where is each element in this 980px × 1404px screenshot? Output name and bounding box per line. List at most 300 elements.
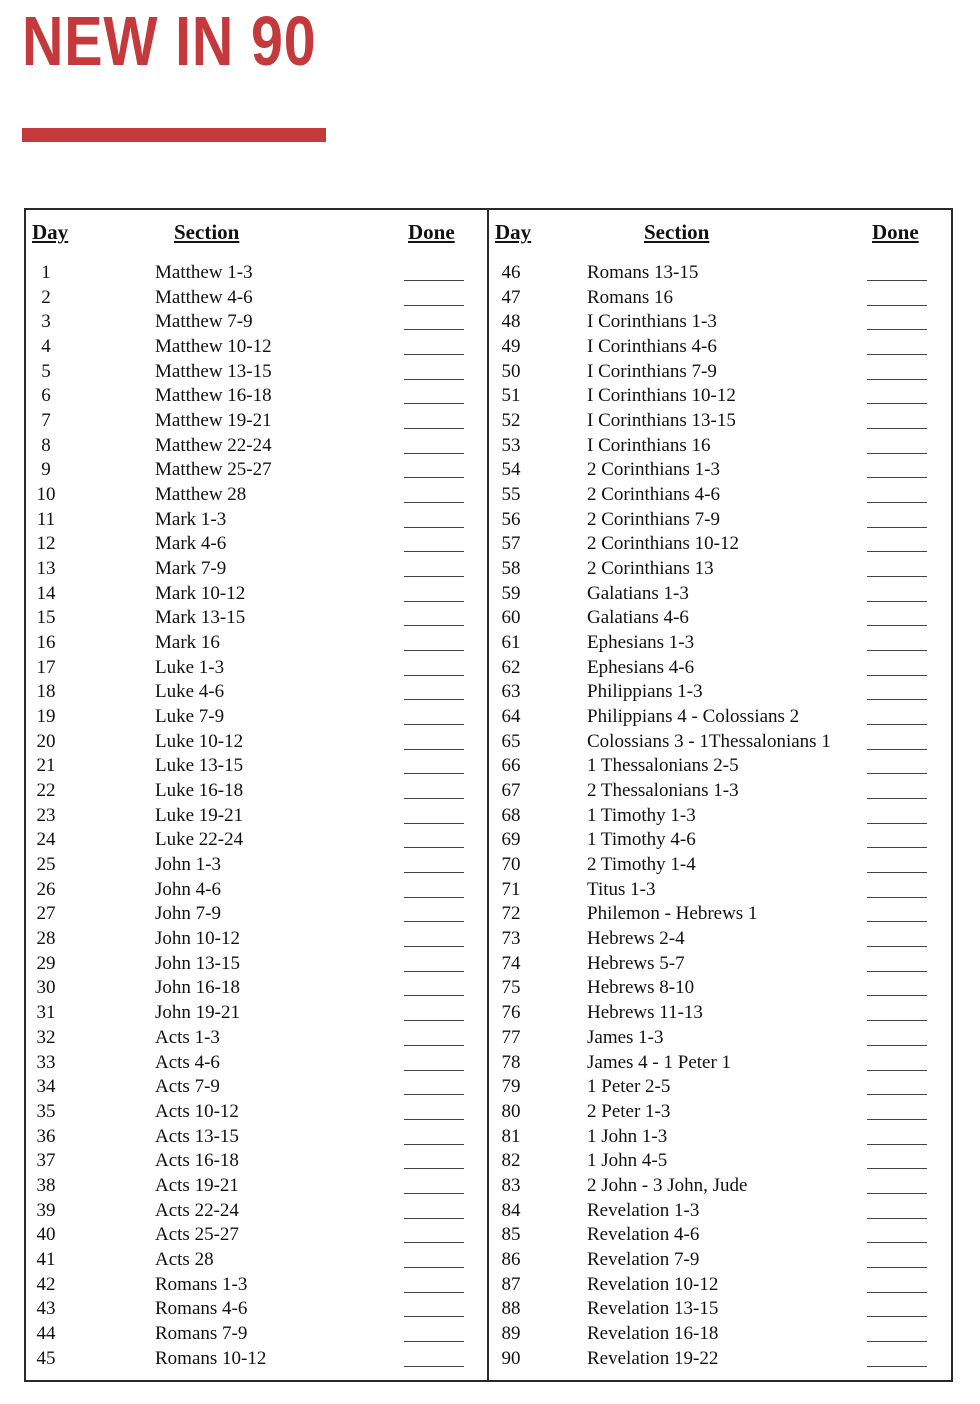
reading-section: Mark 4-6 — [155, 533, 227, 555]
done-checkoff-line[interactable] — [867, 1045, 927, 1046]
reading-section: 1 Thessalonians 2-5 — [587, 755, 739, 777]
day-number: 79 — [501, 1076, 521, 1098]
reading-section: Galatians 4-6 — [587, 607, 689, 629]
schedule-row — [26, 434, 487, 459]
schedule-row — [489, 1273, 951, 1298]
schedule-row — [489, 1125, 951, 1150]
day-number: 85 — [501, 1224, 521, 1246]
done-checkoff-line[interactable] — [867, 1193, 927, 1194]
schedule-row — [26, 1297, 487, 1322]
done-checkoff-line[interactable] — [404, 1316, 464, 1317]
day-number: 55 — [501, 484, 521, 506]
done-checkoff-line[interactable] — [404, 305, 464, 306]
day-number: 31 — [36, 1002, 56, 1024]
done-checkoff-line[interactable] — [867, 329, 927, 330]
reading-section: 2 Corinthians 4-6 — [587, 484, 720, 506]
schedule-row — [26, 1322, 487, 1347]
reading-section: Matthew 16-18 — [155, 385, 272, 407]
reading-section: Acts 4-6 — [155, 1051, 220, 1073]
day-number: 88 — [501, 1298, 521, 1320]
done-checkoff-line[interactable] — [404, 1292, 464, 1293]
reading-section: Revelation 1-3 — [587, 1199, 700, 1221]
reading-section: 2 John - 3 John, Jude — [587, 1174, 748, 1196]
reading-section: Revelation 16-18 — [587, 1322, 719, 1344]
schedule-row — [489, 310, 951, 335]
schedule-row — [26, 656, 487, 681]
day-number: 40 — [36, 1224, 56, 1246]
schedule-row — [489, 952, 951, 977]
done-checkoff-line[interactable] — [404, 453, 464, 454]
schedule-row — [489, 286, 951, 311]
reading-section: Luke 22-24 — [155, 829, 244, 851]
done-checkoff-line[interactable] — [404, 601, 464, 602]
done-checkoff-line[interactable] — [404, 1193, 464, 1194]
day-number: 81 — [501, 1125, 521, 1147]
schedule-row — [489, 508, 951, 533]
schedule-row — [26, 1248, 487, 1273]
reading-section: Luke 13-15 — [155, 755, 244, 777]
done-checkoff-line[interactable] — [867, 897, 927, 898]
done-checkoff-line[interactable] — [404, 379, 464, 380]
reading-section: 2 Timothy 1-4 — [587, 854, 696, 876]
done-checkoff-line[interactable] — [404, 798, 464, 799]
day-number: 18 — [36, 681, 56, 703]
schedule-row — [26, 927, 487, 952]
done-checkoff-line[interactable] — [867, 1242, 927, 1243]
reading-section: Matthew 28 — [155, 484, 247, 506]
schedule-row — [26, 1125, 487, 1150]
schedule-row — [26, 804, 487, 829]
reading-section: Hebrews 8-10 — [587, 977, 695, 999]
day-number: 9 — [41, 459, 51, 481]
reading-section: Acts 1-3 — [155, 1026, 220, 1048]
done-checkoff-line[interactable] — [404, 847, 464, 848]
schedule-row — [26, 532, 487, 557]
reading-section: Revelation 13-15 — [587, 1298, 719, 1320]
day-number: 57 — [501, 533, 521, 555]
reading-section: Ephesians 4-6 — [587, 656, 695, 678]
reading-section: Romans 16 — [587, 286, 674, 308]
schedule-row — [489, 779, 951, 804]
reading-section: 1 Timothy 1-3 — [587, 804, 696, 826]
done-checkoff-line[interactable] — [867, 502, 927, 503]
reading-section: John 19-21 — [155, 1002, 240, 1024]
done-checkoff-line[interactable] — [404, 625, 464, 626]
done-checkoff-line[interactable] — [404, 1267, 464, 1268]
done-checkoff-line[interactable] — [867, 847, 927, 848]
reading-section: James 1-3 — [587, 1026, 664, 1048]
reading-section: Romans 1-3 — [155, 1273, 248, 1295]
done-checkoff-line[interactable] — [867, 1144, 927, 1145]
done-checkoff-line[interactable] — [404, 1094, 464, 1095]
schedule-row — [26, 779, 487, 804]
schedule-row — [26, 582, 487, 607]
done-checkoff-line[interactable] — [867, 1119, 927, 1120]
schedule-row — [26, 606, 487, 631]
reading-section: I Corinthians 4-6 — [587, 336, 717, 358]
reading-section: Acts 7-9 — [155, 1076, 220, 1098]
done-checkoff-line[interactable] — [404, 872, 464, 873]
done-checkoff-line[interactable] — [404, 1119, 464, 1120]
done-checkoff-line[interactable] — [404, 576, 464, 577]
done-checkoff-line[interactable] — [867, 1292, 927, 1293]
reading-section: Matthew 7-9 — [155, 311, 253, 333]
reading-section: Titus 1-3 — [587, 878, 656, 900]
schedule-row — [489, 631, 951, 656]
reading-section: Matthew 25-27 — [155, 459, 272, 481]
reading-section: 1 Peter 2-5 — [587, 1076, 671, 1098]
day-number: 50 — [501, 360, 521, 382]
done-checkoff-line[interactable] — [404, 749, 464, 750]
day-number: 6 — [41, 385, 51, 407]
done-checkoff-line[interactable] — [404, 280, 464, 281]
schedule-row — [489, 582, 951, 607]
reading-section: 2 Peter 1-3 — [587, 1100, 671, 1122]
day-number: 5 — [41, 360, 51, 382]
day-number: 60 — [501, 607, 521, 629]
schedule-row — [26, 483, 487, 508]
done-checkoff-line[interactable] — [404, 1242, 464, 1243]
schedule-row — [26, 1001, 487, 1026]
done-checkoff-line[interactable] — [404, 551, 464, 552]
reading-section: Revelation 10-12 — [587, 1273, 719, 1295]
day-number: 24 — [36, 829, 56, 851]
schedule-row — [26, 878, 487, 903]
schedule-row — [26, 1051, 487, 1076]
reading-section: James 4 - 1 Peter 1 — [587, 1051, 732, 1073]
schedule-row — [26, 310, 487, 335]
reading-section: Revelation 4-6 — [587, 1224, 700, 1246]
day-number: 56 — [501, 508, 521, 530]
schedule-row — [489, 656, 951, 681]
schedule-row — [489, 976, 951, 1001]
reading-section: John 10-12 — [155, 928, 240, 950]
schedule-row — [26, 705, 487, 730]
done-checkoff-line[interactable] — [404, 1020, 464, 1021]
reading-section: Romans 10-12 — [155, 1347, 267, 1369]
day-number: 36 — [36, 1125, 56, 1147]
done-checkoff-line[interactable] — [867, 453, 927, 454]
schedule-rows-right — [489, 261, 951, 1371]
done-checkoff-line[interactable] — [867, 576, 927, 577]
day-number: 11 — [36, 508, 56, 530]
day-number: 3 — [41, 311, 51, 333]
reading-section: Matthew 22-24 — [155, 434, 272, 456]
day-number: 4 — [41, 336, 51, 358]
reading-section: Romans 4-6 — [155, 1298, 248, 1320]
day-number: 61 — [501, 632, 521, 654]
done-checkoff-line[interactable] — [867, 971, 927, 972]
schedule-row — [489, 1199, 951, 1224]
column-header-day: Day — [32, 220, 69, 244]
day-number: 75 — [501, 977, 521, 999]
done-checkoff-line[interactable] — [867, 379, 927, 380]
reading-section: Romans 7-9 — [155, 1322, 248, 1344]
day-number: 46 — [501, 262, 521, 283]
schedule-row — [26, 1347, 487, 1372]
day-number: 47 — [501, 286, 521, 308]
day-number: 20 — [36, 730, 56, 752]
reading-section: Philemon - Hebrews 1 — [587, 903, 758, 925]
done-checkoff-line[interactable] — [867, 995, 927, 996]
schedule-rows-left — [26, 261, 487, 1371]
done-checkoff-line[interactable] — [404, 527, 464, 528]
done-checkoff-line[interactable] — [867, 403, 927, 404]
schedule-row — [489, 754, 951, 779]
day-number: 84 — [501, 1199, 521, 1221]
schedule-row — [489, 853, 951, 878]
done-checkoff-line[interactable] — [867, 1020, 927, 1021]
day-number: 34 — [36, 1076, 56, 1098]
schedule-row — [26, 1273, 487, 1298]
schedule-row — [489, 1001, 951, 1026]
done-checkoff-line[interactable] — [867, 354, 927, 355]
day-number: 69 — [501, 829, 521, 851]
reading-section: Luke 16-18 — [155, 780, 244, 802]
done-checkoff-line[interactable] — [867, 823, 927, 824]
day-number: 87 — [501, 1273, 521, 1295]
done-checkoff-line[interactable] — [404, 428, 464, 429]
schedule-row — [26, 1223, 487, 1248]
reading-section: Matthew 13-15 — [155, 360, 272, 382]
reading-section: Mark 1-3 — [155, 508, 227, 530]
done-checkoff-line[interactable] — [404, 724, 464, 725]
day-number: 68 — [501, 804, 521, 826]
reading-section: Philippians 1-3 — [587, 681, 703, 703]
done-checkoff-line[interactable] — [404, 1366, 464, 1367]
day-number: 25 — [36, 854, 56, 876]
schedule-row — [26, 508, 487, 533]
schedule-row — [26, 557, 487, 582]
done-checkoff-line[interactable] — [867, 921, 927, 922]
schedule-row — [26, 828, 487, 853]
reading-section: I Corinthians 10-12 — [587, 385, 736, 407]
done-checkoff-line[interactable] — [404, 1070, 464, 1071]
reading-section: Colossians 3 - 1Thessalonians 1 — [587, 730, 831, 752]
reading-section: John 7-9 — [155, 903, 221, 925]
schedule-row — [489, 1297, 951, 1322]
done-checkoff-line[interactable] — [867, 1218, 927, 1219]
day-number: 53 — [501, 434, 521, 456]
day-number: 65 — [501, 730, 521, 752]
column-header-day: Day — [495, 220, 532, 244]
done-checkoff-line[interactable] — [867, 1366, 927, 1367]
reading-section: Mark 16 — [155, 632, 220, 654]
day-number: 86 — [501, 1248, 521, 1270]
title-underline-bar — [22, 128, 326, 142]
schedule-row — [489, 360, 951, 385]
reading-section: Hebrews 5-7 — [587, 952, 685, 974]
done-checkoff-line[interactable] — [867, 872, 927, 873]
day-number: 67 — [501, 780, 521, 802]
schedule-row — [489, 532, 951, 557]
done-checkoff-line[interactable] — [867, 946, 927, 947]
done-checkoff-line[interactable] — [867, 1070, 927, 1071]
done-checkoff-line[interactable] — [867, 527, 927, 528]
day-number: 64 — [501, 706, 521, 728]
done-checkoff-line[interactable] — [404, 403, 464, 404]
reading-section: Acts 25-27 — [155, 1224, 239, 1246]
day-number: 52 — [501, 410, 521, 432]
schedule-row — [26, 458, 487, 483]
schedule-row — [489, 458, 951, 483]
schedule-row — [26, 360, 487, 385]
done-checkoff-line[interactable] — [404, 477, 464, 478]
schedule-row — [489, 335, 951, 360]
reading-section: Matthew 4-6 — [155, 286, 253, 308]
day-number: 82 — [501, 1150, 521, 1172]
done-checkoff-line[interactable] — [404, 897, 464, 898]
done-checkoff-line[interactable] — [404, 921, 464, 922]
schedule-row — [489, 1051, 951, 1076]
reading-section: Mark 7-9 — [155, 558, 227, 580]
schedule-row — [26, 730, 487, 755]
done-checkoff-line[interactable] — [404, 1144, 464, 1145]
done-checkoff-line[interactable] — [867, 1168, 927, 1169]
day-number: 78 — [501, 1051, 521, 1073]
reading-section: I Corinthians 13-15 — [587, 410, 736, 432]
done-checkoff-line[interactable] — [404, 1168, 464, 1169]
column-header-section: Section — [174, 220, 240, 244]
done-checkoff-line[interactable] — [404, 650, 464, 651]
reading-section: Philippians 4 - Colossians 2 — [587, 706, 800, 728]
done-checkoff-line[interactable] — [867, 1341, 927, 1342]
done-checkoff-line[interactable] — [404, 675, 464, 676]
done-checkoff-line[interactable] — [867, 724, 927, 725]
day-number: 28 — [36, 928, 56, 950]
reading-section: Hebrews 2-4 — [587, 928, 685, 950]
schedule-row — [489, 1075, 951, 1100]
reading-section: 2 Corinthians 10-12 — [587, 533, 739, 555]
schedule-row — [26, 1149, 487, 1174]
done-checkoff-line[interactable] — [867, 601, 927, 602]
schedule-row — [489, 1149, 951, 1174]
done-checkoff-line[interactable] — [867, 675, 927, 676]
day-number: 23 — [36, 804, 56, 826]
done-checkoff-line[interactable] — [404, 995, 464, 996]
reading-section: Romans 13-15 — [587, 262, 699, 283]
reading-section: Luke 10-12 — [155, 730, 244, 752]
day-number: 89 — [501, 1322, 521, 1344]
done-checkoff-line[interactable] — [867, 477, 927, 478]
day-number: 59 — [501, 582, 521, 604]
schedule-row — [489, 1223, 951, 1248]
day-number: 16 — [36, 632, 56, 654]
done-checkoff-line[interactable] — [404, 699, 464, 700]
reading-section: Ephesians 1-3 — [587, 632, 695, 654]
done-checkoff-line[interactable] — [867, 749, 927, 750]
reading-section: 2 Corinthians 1-3 — [587, 459, 720, 481]
day-number: 45 — [36, 1347, 56, 1369]
reading-section: 1 John 1-3 — [587, 1125, 668, 1147]
done-checkoff-line[interactable] — [404, 823, 464, 824]
schedule-row — [26, 902, 487, 927]
schedule-row — [26, 680, 487, 705]
day-number: 13 — [36, 558, 56, 580]
done-checkoff-line[interactable] — [404, 971, 464, 972]
schedule-row — [489, 409, 951, 434]
done-checkoff-line[interactable] — [867, 551, 927, 552]
reading-section: Matthew 1-3 — [155, 262, 253, 283]
done-checkoff-line[interactable] — [404, 329, 464, 330]
day-number: 30 — [36, 977, 56, 999]
day-number: 44 — [36, 1322, 56, 1344]
reading-section: Hebrews 11-13 — [587, 1002, 703, 1024]
day-number: 70 — [501, 854, 521, 876]
day-number: 1 — [41, 262, 51, 283]
done-checkoff-line[interactable] — [867, 625, 927, 626]
reading-section: John 13-15 — [155, 952, 240, 974]
schedule-row — [489, 1347, 951, 1372]
done-checkoff-line[interactable] — [404, 354, 464, 355]
reading-section: Mark 13-15 — [155, 607, 246, 629]
reading-section: Acts 28 — [155, 1248, 214, 1270]
schedule-row — [489, 680, 951, 705]
day-number: 38 — [36, 1174, 56, 1196]
reading-section: John 1-3 — [155, 854, 221, 876]
done-checkoff-line[interactable] — [404, 1341, 464, 1342]
reading-section: 2 Corinthians 7-9 — [587, 508, 720, 530]
done-checkoff-line[interactable] — [867, 699, 927, 700]
done-checkoff-line[interactable] — [867, 428, 927, 429]
day-number: 14 — [36, 582, 56, 604]
day-number: 29 — [36, 952, 56, 974]
day-number: 19 — [36, 706, 56, 728]
schedule-row — [26, 853, 487, 878]
schedule-row — [489, 878, 951, 903]
day-number: 43 — [36, 1298, 56, 1320]
done-checkoff-line[interactable] — [404, 773, 464, 774]
done-checkoff-line[interactable] — [867, 1094, 927, 1095]
done-checkoff-line[interactable] — [404, 1045, 464, 1046]
schedule-panel-right — [487, 208, 953, 1382]
reading-section: Revelation 19-22 — [587, 1347, 719, 1369]
schedule-row — [489, 483, 951, 508]
reading-section: Acts 19-21 — [155, 1174, 239, 1196]
done-checkoff-line[interactable] — [867, 1316, 927, 1317]
reading-section: Luke 4-6 — [155, 681, 225, 703]
schedule-row — [489, 902, 951, 927]
day-number: 8 — [41, 434, 51, 456]
day-number: 2 — [41, 286, 51, 308]
schedule-row — [489, 384, 951, 409]
done-checkoff-line[interactable] — [867, 773, 927, 774]
reading-section: Galatians 1-3 — [587, 582, 689, 604]
day-number: 37 — [36, 1150, 56, 1172]
done-checkoff-line[interactable] — [404, 1218, 464, 1219]
done-checkoff-line[interactable] — [867, 650, 927, 651]
done-checkoff-line[interactable] — [867, 798, 927, 799]
day-number: 58 — [501, 558, 521, 580]
schedule-row — [489, 705, 951, 730]
reading-section: Acts 13-15 — [155, 1125, 239, 1147]
day-number: 26 — [36, 878, 56, 900]
day-number: 76 — [501, 1002, 521, 1024]
done-checkoff-line[interactable] — [404, 502, 464, 503]
schedule-row — [489, 1026, 951, 1051]
reading-section: I Corinthians 7-9 — [587, 360, 717, 382]
done-checkoff-line[interactable] — [867, 280, 927, 281]
done-checkoff-line[interactable] — [867, 1267, 927, 1268]
done-checkoff-line[interactable] — [404, 946, 464, 947]
done-checkoff-line[interactable] — [867, 305, 927, 306]
day-number: 72 — [501, 903, 521, 925]
day-number: 7 — [41, 410, 51, 432]
reading-section: 1 Timothy 4-6 — [587, 829, 696, 851]
day-number: 62 — [501, 656, 521, 678]
reading-section: Matthew 19-21 — [155, 410, 272, 432]
day-number: 27 — [36, 903, 56, 925]
